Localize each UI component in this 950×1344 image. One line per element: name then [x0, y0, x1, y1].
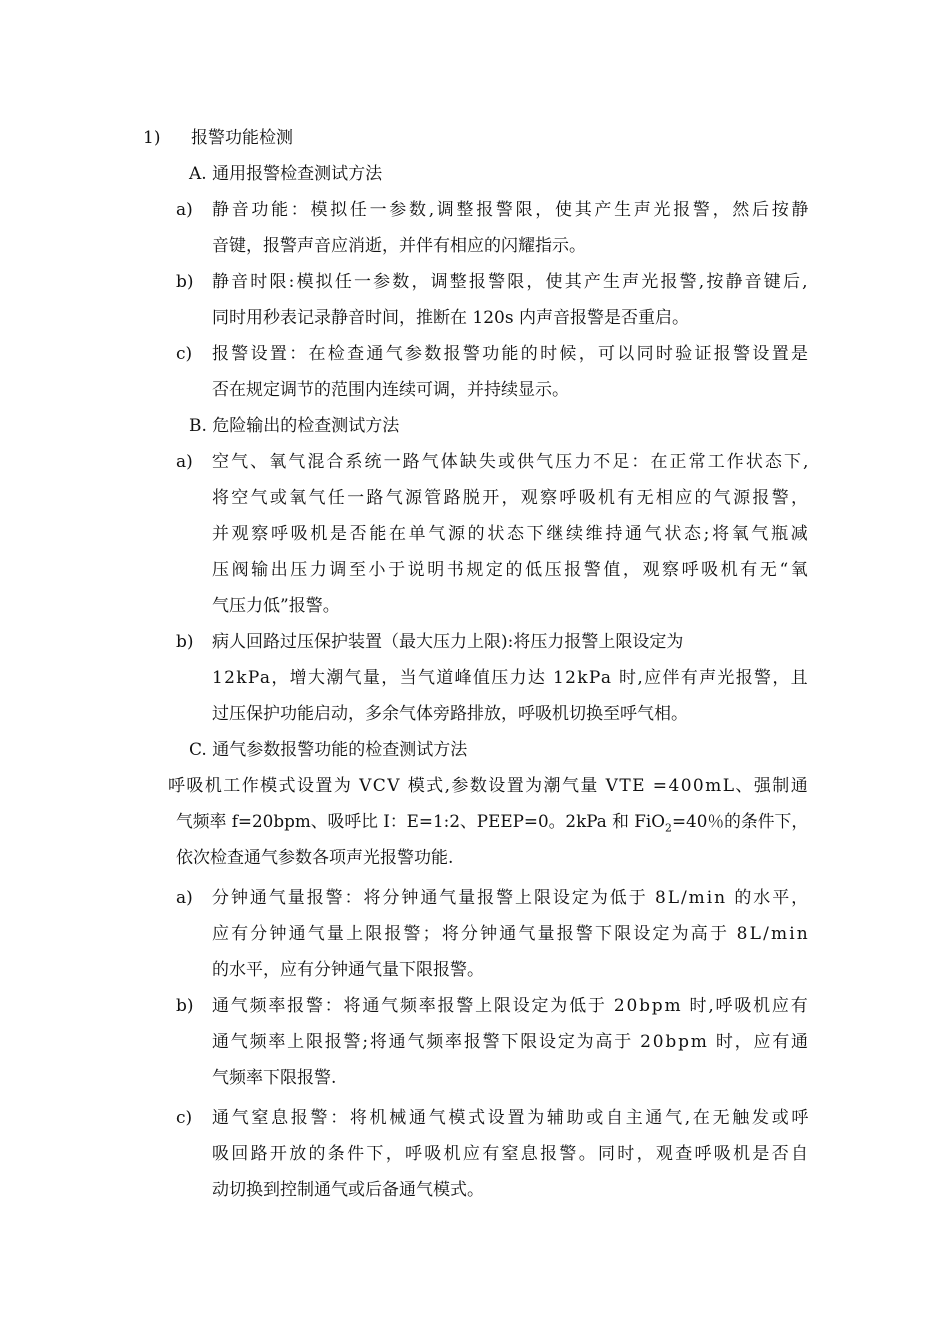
c-intro-line-2-post: =40％的条件下， — [671, 812, 809, 832]
subsection-a-heading: A. 通用报警检查测试方法 — [189, 164, 383, 184]
subsection-c-heading: C. 通气参数报警功能的检查测试方法 — [189, 740, 468, 760]
a-item-b-line-1: 静音时限:模拟任一参数，调整报警限，使其产生声光报警,按静音键后, — [212, 272, 810, 292]
c-intro-line-1: 呼吸机工作模式设置为 VCV 模式,参数设置为潮气量 VTE =400mL、强制通 — [168, 776, 810, 796]
c-item-a-line-3: 的水平，应有分钟通气量下限报警。 — [212, 960, 484, 980]
c-item-a-line-2: 应有分钟通气量上限报警；将分钟通气量报警下限设定为高于 8L/min — [212, 924, 810, 944]
a-item-c-line-1: 报警设置：在检查通气参数报警功能的时候，可以同时验证报警设置是 — [212, 344, 811, 364]
a-item-a-line-1: 静音功能：模拟任一参数,调整报警限，使其产生声光报警，然后按静 — [212, 200, 812, 220]
a-item-c-line-2: 否在规定调节的范围内连续可调，并持续显示。 — [212, 380, 569, 400]
section-number: 1) — [143, 128, 161, 148]
a-item-b-label: b) — [176, 272, 194, 292]
c-item-b-label: b) — [176, 996, 194, 1016]
b-item-a-line-3: 并观察呼吸机是否能在单气源的状态下继续维持通气状态;将氧气瓶减 — [212, 524, 811, 544]
section-title: 报警功能检测 — [191, 128, 293, 148]
subsection-b-heading: B. 危险输出的检查测试方法 — [189, 416, 400, 436]
b-item-a-label: a) — [176, 452, 193, 472]
c-intro-line-2-pre: 气频率 f=20bpm、吸呼比 I：E=1:2、PEEP=0。2kPa 和 FiO — [176, 812, 666, 832]
b-item-a-line-4: 压阀输出压力调至小于说明书规定的低压报警值，观察呼吸机有无“氧 — [212, 560, 811, 580]
c-item-a-label: a) — [176, 888, 193, 908]
c-item-c-label: c) — [176, 1108, 193, 1128]
c-intro-line-3: 依次检查通气参数各项声光报警功能. — [176, 848, 454, 868]
b-item-b-line-2: 12kPa，增大潮气量，当气道峰值压力达 12kPa 时,应伴有声光报警，且 — [212, 668, 810, 688]
b-item-b-label: b) — [176, 632, 194, 652]
c-intro-line-2-sub: 2 — [665, 821, 672, 835]
a-item-c-label: c) — [176, 344, 193, 364]
b-item-a-line-1: 空气、氧气混合系统一路气体缺失或供气压力不足：在正常工作状态下, — [212, 452, 811, 472]
c-intro-line-2 — [176, 810, 808, 834]
c-item-a-line-1: 分钟通气量报警：将分钟通气量报警上限设定为低于 8L/min 的水平， — [212, 888, 811, 908]
c-item-b-line-2: 通气频率上限报警;将通气频率报警下限设定为高于 20bpm 时，应有通 — [212, 1032, 810, 1052]
b-item-a-line-5: 气压力低”报警。 — [212, 596, 340, 616]
c-item-c-line-2: 吸回路开放的条件下，呼吸机应有窒息报警。同时，观查呼吸机是否自 — [212, 1144, 811, 1164]
a-item-b-line-2: 同时用秒表记录静音时间，推断在 120s 内声音报警是否重启。 — [212, 308, 689, 328]
a-item-a-label: a) — [176, 200, 193, 220]
a-item-a-line-2: 音键，报警声音应消逝，并伴有相应的闪耀指示。 — [212, 236, 586, 256]
b-item-a-line-2: 将空气或氧气任一路气源管路脱开，观察呼吸机有无相应的气源报警， — [212, 488, 811, 508]
c-item-c-line-3: 动切换到控制通气或后备通气模式。 — [212, 1180, 484, 1200]
c-item-c-line-1: 通气窒息报警：将机械通气模式设置为辅助或自主通气,在无触发或呼 — [212, 1108, 812, 1128]
b-item-b-line-3: 过压保护功能启动，多余气体旁路排放，呼吸机切换至呼气相。 — [212, 704, 688, 724]
b-item-b-line-1: 病人回路过压保护装置（最大压力上限):将压力报警上限设定为 — [212, 632, 684, 652]
c-item-b-line-1: 通气频率报警：将通气频率报警上限设定为低于 20bpm 时,呼吸机应有 — [212, 996, 810, 1016]
c-item-b-line-3: 气频率下限报警. — [212, 1068, 337, 1088]
